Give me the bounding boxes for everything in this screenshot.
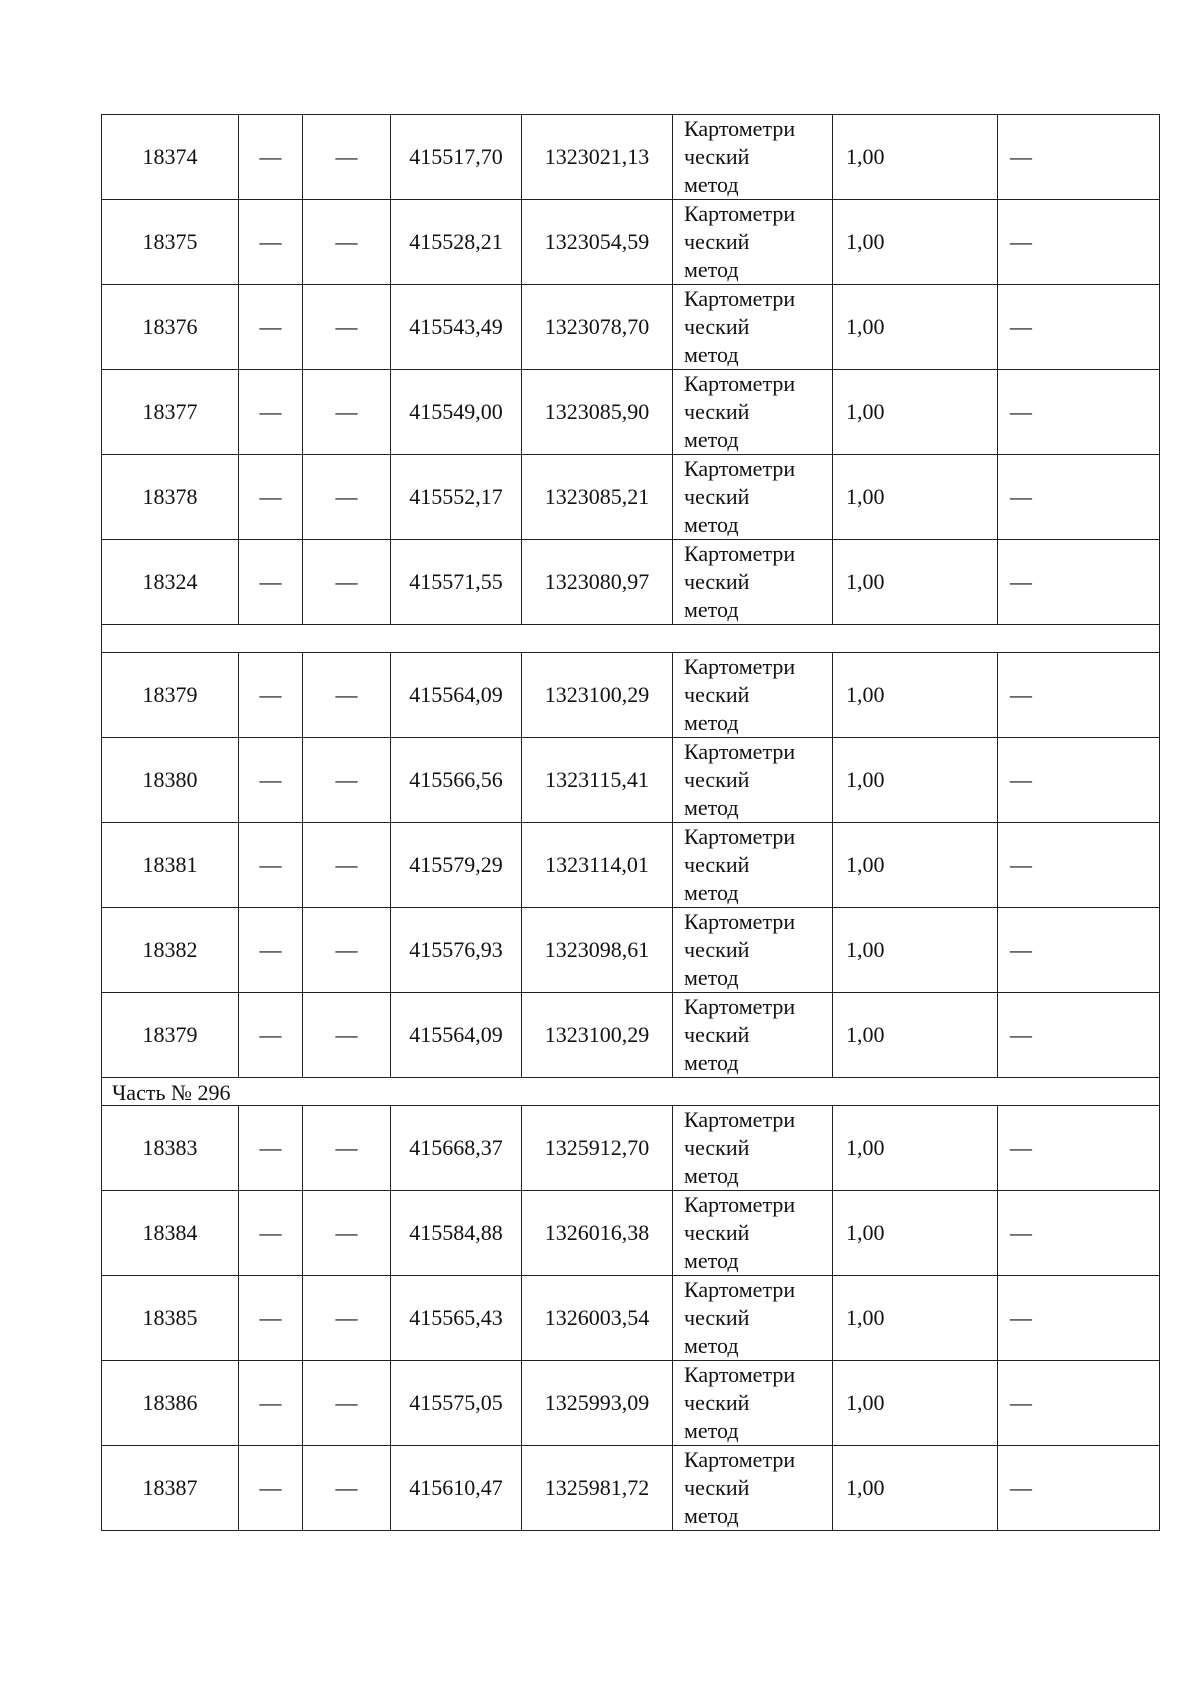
point-number-cell: 18379	[102, 653, 239, 738]
method-cell	[673, 653, 833, 738]
method-line: ческий	[684, 144, 750, 169]
method-cell	[673, 823, 833, 908]
empty-cell: —	[239, 738, 303, 823]
empty-cell: —	[239, 115, 303, 200]
y-coordinate-cell: 1326003,54	[522, 1276, 673, 1361]
description-cell: —	[998, 993, 1160, 1078]
point-number-cell: 18382	[102, 908, 239, 993]
coordinates-table	[101, 114, 1160, 1531]
method-cell	[673, 1106, 833, 1191]
method-line: метод	[684, 342, 739, 367]
method-line: ческий	[684, 484, 750, 509]
point-number-cell: 18324	[102, 540, 239, 625]
section-heading: Часть № 296	[102, 1078, 1160, 1106]
y-coordinate-cell: 1325912,70	[522, 1106, 673, 1191]
method-line: метод	[684, 1163, 739, 1188]
method-cell	[673, 200, 833, 285]
method-line: Картометри	[684, 909, 796, 934]
x-coordinate-cell: 415549,00	[391, 370, 522, 455]
description-cell: —	[998, 1446, 1160, 1531]
y-coordinate-cell: 1325981,72	[522, 1446, 673, 1531]
empty-cell: —	[303, 1276, 391, 1361]
x-coordinate-cell: 415584,88	[391, 1191, 522, 1276]
accuracy-cell: 1,00	[833, 1361, 998, 1446]
empty-cell: —	[239, 823, 303, 908]
description-cell: —	[998, 738, 1160, 823]
method-cell	[673, 455, 833, 540]
x-coordinate-cell: 415564,09	[391, 653, 522, 738]
empty-cell: —	[303, 1446, 391, 1531]
method-cell	[673, 908, 833, 993]
table-row	[102, 738, 1160, 823]
x-coordinate-cell: 415566,56	[391, 738, 522, 823]
description-cell: —	[998, 200, 1160, 285]
x-coordinate-cell: 415579,29	[391, 823, 522, 908]
y-coordinate-cell: 1323054,59	[522, 200, 673, 285]
accuracy-cell: 1,00	[833, 908, 998, 993]
method-cell	[673, 1191, 833, 1276]
empty-cell: —	[303, 370, 391, 455]
point-number-cell: 18385	[102, 1276, 239, 1361]
empty-cell: —	[303, 200, 391, 285]
method-line: метод	[684, 427, 739, 452]
description-cell: —	[998, 823, 1160, 908]
accuracy-cell: 1,00	[833, 540, 998, 625]
description-cell: —	[998, 370, 1160, 455]
method-line: Картометри	[684, 116, 796, 141]
x-coordinate-cell: 415668,37	[391, 1106, 522, 1191]
y-coordinate-cell: 1323114,01	[522, 823, 673, 908]
empty-cell: —	[239, 370, 303, 455]
table-row	[102, 285, 1160, 370]
empty-cell: —	[303, 823, 391, 908]
table-row	[102, 200, 1160, 285]
point-number-cell: 18375	[102, 200, 239, 285]
description-cell: —	[998, 1361, 1160, 1446]
y-coordinate-cell: 1323100,29	[522, 993, 673, 1078]
table-row	[102, 455, 1160, 540]
table-row	[102, 1276, 1160, 1361]
empty-cell: —	[239, 200, 303, 285]
method-line: Картометри	[684, 201, 796, 226]
method-line: метод	[684, 1503, 739, 1528]
table-row	[102, 993, 1160, 1078]
empty-cell: —	[303, 285, 391, 370]
empty-cell: —	[303, 455, 391, 540]
method-line: ческий	[684, 1475, 750, 1500]
method-line: Картометри	[684, 739, 796, 764]
section-heading-row	[102, 1078, 1160, 1106]
empty-cell: —	[239, 653, 303, 738]
accuracy-cell: 1,00	[833, 1446, 998, 1531]
table-row	[102, 908, 1160, 993]
empty-cell: —	[239, 993, 303, 1078]
empty-cell: —	[239, 908, 303, 993]
y-coordinate-cell: 1323100,29	[522, 653, 673, 738]
table-row	[102, 1106, 1160, 1191]
empty-cell: —	[303, 1191, 391, 1276]
accuracy-cell: 1,00	[833, 285, 998, 370]
method-line: ческий	[684, 1220, 750, 1245]
x-coordinate-cell: 415610,47	[391, 1446, 522, 1531]
x-coordinate-cell: 415571,55	[391, 540, 522, 625]
empty-cell: —	[303, 1361, 391, 1446]
table-row	[102, 1361, 1160, 1446]
table-row	[102, 115, 1160, 200]
point-number-cell: 18379	[102, 993, 239, 1078]
description-cell: —	[998, 115, 1160, 200]
point-number-cell: 18378	[102, 455, 239, 540]
method-line: ческий	[684, 1022, 750, 1047]
table-row	[102, 823, 1160, 908]
point-number-cell: 18376	[102, 285, 239, 370]
method-line: метод	[684, 1418, 739, 1443]
method-line: Картометри	[684, 286, 796, 311]
empty-cell: —	[303, 908, 391, 993]
y-coordinate-cell: 1323085,90	[522, 370, 673, 455]
method-line: метод	[684, 257, 739, 282]
method-line: Картометри	[684, 994, 796, 1019]
method-line: ческий	[684, 229, 750, 254]
y-coordinate-cell: 1323098,61	[522, 908, 673, 993]
accuracy-cell: 1,00	[833, 1191, 998, 1276]
y-coordinate-cell: 1323021,13	[522, 115, 673, 200]
empty-cell: —	[303, 115, 391, 200]
empty-cell: —	[239, 455, 303, 540]
method-line: Картометри	[684, 654, 796, 679]
method-line: ческий	[684, 569, 750, 594]
empty-cell: —	[303, 993, 391, 1078]
table-row	[102, 1191, 1160, 1276]
y-coordinate-cell: 1323085,21	[522, 455, 673, 540]
accuracy-cell: 1,00	[833, 1276, 998, 1361]
description-cell: —	[998, 1191, 1160, 1276]
method-line: Картометри	[684, 371, 796, 396]
description-cell: —	[998, 455, 1160, 540]
method-cell	[673, 1446, 833, 1531]
x-coordinate-cell: 415543,49	[391, 285, 522, 370]
accuracy-cell: 1,00	[833, 115, 998, 200]
x-coordinate-cell: 415576,93	[391, 908, 522, 993]
method-line: ческий	[684, 314, 750, 339]
accuracy-cell: 1,00	[833, 653, 998, 738]
method-line: Картометри	[684, 541, 796, 566]
empty-cell: —	[303, 540, 391, 625]
method-line: метод	[684, 1333, 739, 1358]
accuracy-cell: 1,00	[833, 455, 998, 540]
table-row	[102, 1446, 1160, 1531]
method-line: метод	[684, 965, 739, 990]
method-line: метод	[684, 880, 739, 905]
section-heading-row	[102, 625, 1160, 653]
method-line: Картометри	[684, 1107, 796, 1132]
method-cell	[673, 115, 833, 200]
y-coordinate-cell: 1323080,97	[522, 540, 673, 625]
accuracy-cell: 1,00	[833, 823, 998, 908]
accuracy-cell: 1,00	[833, 200, 998, 285]
method-cell	[673, 370, 833, 455]
accuracy-cell: 1,00	[833, 993, 998, 1078]
y-coordinate-cell: 1323115,41	[522, 738, 673, 823]
point-number-cell: 18377	[102, 370, 239, 455]
empty-cell: —	[239, 1361, 303, 1446]
point-number-cell: 18387	[102, 1446, 239, 1531]
description-cell: —	[998, 653, 1160, 738]
x-coordinate-cell: 415575,05	[391, 1361, 522, 1446]
y-coordinate-cell: 1323078,70	[522, 285, 673, 370]
method-line: ческий	[684, 399, 750, 424]
method-line: ческий	[684, 852, 750, 877]
empty-cell: —	[303, 738, 391, 823]
method-cell	[673, 1276, 833, 1361]
accuracy-cell: 1,00	[833, 1106, 998, 1191]
method-line: ческий	[684, 767, 750, 792]
x-coordinate-cell: 415528,21	[391, 200, 522, 285]
accuracy-cell: 1,00	[833, 370, 998, 455]
method-line: метод	[684, 710, 739, 735]
description-cell: —	[998, 908, 1160, 993]
x-coordinate-cell: 415565,43	[391, 1276, 522, 1361]
table-row	[102, 370, 1160, 455]
empty-cell: —	[239, 285, 303, 370]
method-line: метод	[684, 795, 739, 820]
description-cell: —	[998, 540, 1160, 625]
method-line: метод	[684, 1050, 739, 1075]
section-heading	[102, 625, 1160, 653]
method-line: Картометри	[684, 1362, 796, 1387]
method-line: ческий	[684, 1390, 750, 1415]
point-number-cell: 18380	[102, 738, 239, 823]
method-line: Картометри	[684, 1277, 796, 1302]
method-cell	[673, 738, 833, 823]
point-number-cell: 18381	[102, 823, 239, 908]
method-line: метод	[684, 597, 739, 622]
method-cell	[673, 285, 833, 370]
point-number-cell: 18374	[102, 115, 239, 200]
method-line: Картометри	[684, 456, 796, 481]
y-coordinate-cell: 1325993,09	[522, 1361, 673, 1446]
method-line: Картометри	[684, 824, 796, 849]
method-line: ческий	[684, 682, 750, 707]
point-number-cell: 18386	[102, 1361, 239, 1446]
x-coordinate-cell: 415552,17	[391, 455, 522, 540]
accuracy-cell: 1,00	[833, 738, 998, 823]
method-line: метод	[684, 1248, 739, 1273]
empty-cell: —	[239, 1276, 303, 1361]
x-coordinate-cell: 415517,70	[391, 115, 522, 200]
method-line: метод	[684, 172, 739, 197]
method-line: ческий	[684, 1305, 750, 1330]
method-cell	[673, 1361, 833, 1446]
method-line: ческий	[684, 1135, 750, 1160]
table-row	[102, 540, 1160, 625]
empty-cell: —	[303, 653, 391, 738]
empty-cell: —	[239, 1106, 303, 1191]
point-number-cell: 18383	[102, 1106, 239, 1191]
description-cell: —	[998, 1106, 1160, 1191]
empty-cell: —	[239, 540, 303, 625]
y-coordinate-cell: 1326016,38	[522, 1191, 673, 1276]
x-coordinate-cell: 415564,09	[391, 993, 522, 1078]
method-line: Картометри	[684, 1192, 796, 1217]
empty-cell: —	[239, 1191, 303, 1276]
method-line: ческий	[684, 937, 750, 962]
method-cell	[673, 540, 833, 625]
point-number-cell: 18384	[102, 1191, 239, 1276]
method-cell	[673, 993, 833, 1078]
method-line: Картометри	[684, 1447, 796, 1472]
empty-cell: —	[303, 1106, 391, 1191]
empty-cell: —	[239, 1446, 303, 1531]
method-line: метод	[684, 512, 739, 537]
table-row	[102, 653, 1160, 738]
description-cell: —	[998, 1276, 1160, 1361]
description-cell: —	[998, 285, 1160, 370]
